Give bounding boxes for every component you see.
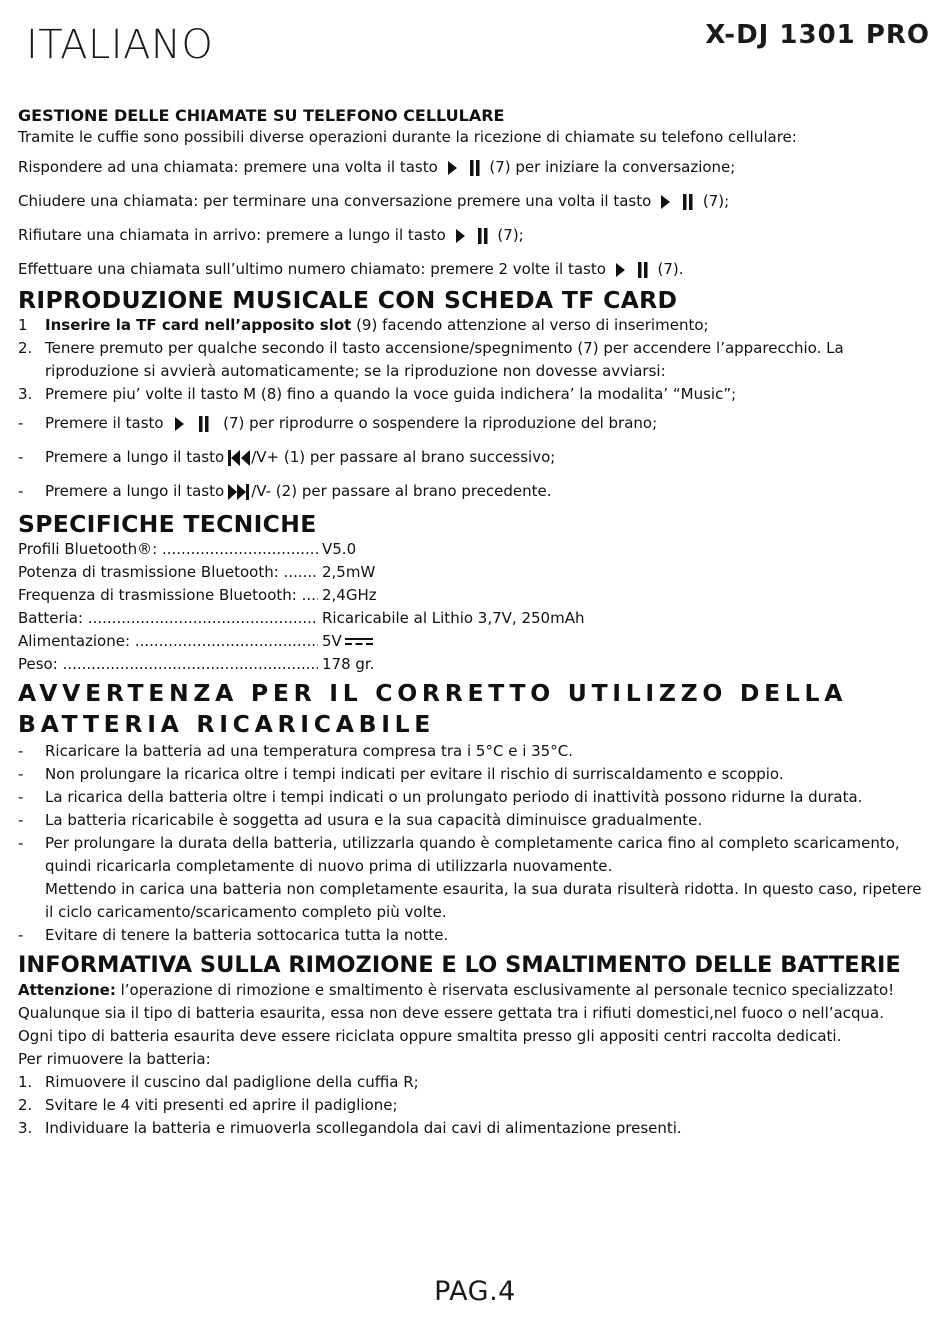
dc-symbol-icon [345,637,373,647]
tf-dash-2-text-b: /V+ (1) per passare al brano successivo; [251,448,556,466]
disposal-paragraph: Qualunque sia il tipo di batteria esaurita, essa non deve essere gettata tra i rifiuti domestici,nel fuoco o nell’acqua. [18,1004,884,1022]
battery-warning-extra-text: Mettendo in carica una batteria non completamente esaurita, la sua durata risulterà ridotta. In questo caso, ripetere il ciclo caricamento/scaricamento completo più volte. [45,880,922,921]
play-pause-icon [454,227,490,245]
tf-step-2 [18,337,933,383]
battery-warning-text: La ricarica della batteria oltre i tempi indicati o un prolungato periodo di inattività possono ridurne la durata. [45,788,863,806]
previous-track-icon [227,449,251,467]
tf-step-number: 2. [18,339,33,357]
step-number: 2. [18,1096,33,1114]
battery-warning-text: La batteria ricaricabile è soggetta ad usura e la sua capacità diminuisce gradualmente. [45,811,703,829]
tf-step-3 [18,383,933,406]
tf-dash-3-text-b: /V- (2) per passare al brano precedente. [251,482,552,500]
battery-warning-item [18,763,933,786]
spec-row [18,630,933,653]
tf-step-2-text: Tenere premuto per qualche secondo il tasto accensione/spegnimento (7) per accendere l’apparecchio. La riproduzione si avvierà automaticamente; se la riproduzione non dovesse avviarsi: [45,339,844,380]
step-text: Svitare le 4 viti presenti ed aprire il padiglione; [45,1096,398,1114]
calls-answer-text-b: (7) per iniziare la conversazione; [489,158,736,176]
play-pause-icon [614,261,650,279]
language-title: ITALIANO [26,22,214,68]
spec-row [18,653,933,676]
disposal-step [18,1094,933,1117]
disposal-step [18,1117,933,1140]
disposal-title: INFORMATIVA SULLA RIMOZIONE E LO SMALTIMENTO DELLE BATTERIE [18,952,901,978]
tf-step-3-text: Premere piu’ volte il tasto M (8) fino a quando la voce guida indichera’ la modalita’ “Music”; [45,385,737,403]
play-pause-icon [171,415,215,433]
spec-value: 2,5mW [322,563,376,581]
spec-value-wrap [318,630,373,653]
calls-intro: Tramite le cuffie sono possibili diverse operazioni durante la ricezione di chiamate su telefono cellulare: [18,128,797,146]
battery-warning-item [18,832,933,878]
dash-marker: - [18,482,24,500]
calls-redial-text-b: (7). [657,260,684,278]
spec-label: Alimentazione: ..... [18,630,318,653]
tf-dash-3 [18,474,933,508]
tf-dash-2 [18,440,933,474]
spec-value: Ricaricabile al Lithio 3,7V, 250mAh [322,609,585,627]
tf-dash-1-text-a: Premere il tasto [45,414,164,432]
dash-marker: - [18,414,24,432]
calls-close-text-a: Chiudere una chiamata: per terminare una conversazione premere una volta il tasto [18,192,652,210]
tf-step-1 [18,314,933,337]
calls-redial [18,252,933,286]
dash-marker: - [18,811,24,829]
calls-reject-text-a: Rifiutare una chiamata in arrivo: premere a lungo il tasto [18,226,446,244]
disposal-attention [18,979,933,1002]
step-number: 3. [18,1119,33,1137]
tf-step-number: 1 [18,316,28,334]
spec-label: Peso: ..... [18,653,318,676]
play-pause-icon [659,193,695,211]
battery-warning-extra [18,878,933,924]
dash-marker: - [18,765,24,783]
dash-marker: - [18,926,24,944]
spec-row [18,561,933,584]
tf-dash-1 [18,406,933,440]
battery-warning-text: Evitare di tenere la batteria sottocarica tutta la notte. [45,926,449,944]
model-name: X-DJ 1301 PRO [705,20,930,50]
disposal-step [18,1071,933,1094]
battery-warning-text: Ricaricare la batteria ad una temperatura compresa tra i 5°C e i 35°C. [45,742,573,760]
calls-answer-text-a: Rispondere ad una chiamata: premere una volta il tasto [18,158,438,176]
page-number: PAG.4 [434,1276,516,1307]
calls-title: GESTIONE DELLE CHIAMATE SU TELEFONO CELLULARE [18,106,505,125]
battery-warning-text: Non prolungare la ricarica oltre i tempi indicati per evitare il rischio di surriscaldamento e scoppio. [45,765,784,783]
spec-row [18,607,933,630]
calls-redial-text-a: Effettuare una chiamata sull’ultimo numero chiamato: premere 2 volte il tasto [18,260,606,278]
spec-label: Profili Bluetooth®: ..... [18,538,318,561]
tf-step-1-text: (9) facendo attenzione al verso di inserimento; [351,316,709,334]
spec-value: 2,4GHz [322,586,377,604]
manual-content [18,106,933,1140]
step-text: Rimuovere il cuscino dal padiglione della cuffia R; [45,1073,419,1091]
calls-close [18,184,933,218]
battery-warning-title: AVVERTENZA PER IL CORRETTO UTILIZZO DELLA BATTERIA RICARICABILE [18,679,848,738]
step-text: Individuare la batteria e rimuoverla scollegandola dai cavi di alimentazione presenti. [45,1119,682,1137]
spec-label: Batteria: ..... [18,607,318,630]
specs-title: SPECIFICHE TECNICHE [18,510,317,538]
tf-step-1-bold: Inserire la TF card nell’apposito slot [45,316,352,334]
tf-dash-1-text-b: (7) per riprodurre o sospendere la riproduzione del brano; [223,414,658,432]
battery-warning-item [18,740,933,763]
battery-warning-item [18,786,933,809]
disposal-paragraph: Per rimuovere la batteria: [18,1050,211,1068]
spec-value: 178 gr. [322,655,375,673]
spec-value: V5.0 [322,540,357,558]
attention-label: Attenzione: [18,981,116,999]
dash-marker: - [18,742,24,760]
tf-step-number: 3. [18,385,33,403]
spec-row [18,538,933,561]
battery-warning-item [18,809,933,832]
tf-dash-3-text-a: Premere a lungo il tasto [45,482,225,500]
battery-warning-item [18,924,933,947]
spec-row [18,584,933,607]
spec-value: 5V [322,632,342,650]
disposal-paragraph: Ogni tipo di batteria esaurita deve essere riciclata oppure smaltita presso gli appositi centri raccolta dedicati. [18,1027,842,1045]
calls-reject [18,218,933,252]
step-number: 1. [18,1073,33,1091]
next-track-icon [227,483,251,501]
calls-answer [18,150,933,184]
attention-text: l’operazione di rimozione e smaltimento è riservata esclusivamente al personale tecnico specializzato! [115,981,895,999]
dash-marker: - [18,448,24,466]
dash-marker: - [18,834,24,852]
tf-title: RIPRODUZIONE MUSICALE CON SCHEDA TF CARD [18,286,678,314]
play-pause-icon [446,159,482,177]
calls-close-text-b: (7); [702,192,730,210]
calls-reject-text-b: (7); [497,226,524,244]
tf-dash-2-text-a: Premere a lungo il tasto [45,448,225,466]
dash-marker: - [18,788,24,806]
spec-label: Frequenza di trasmissione Bluetooth: ..... [18,584,318,607]
battery-warning-text: Per prolungare la durata della batteria, utilizzarla quando è completamente carica fino al completo scaricamento, quindi ricaricarla completamente di nuovo prima di utilizzarla nuovamente. [45,834,900,875]
spec-label: Potenza di trasmissione Bluetooth: ..... [18,561,318,584]
